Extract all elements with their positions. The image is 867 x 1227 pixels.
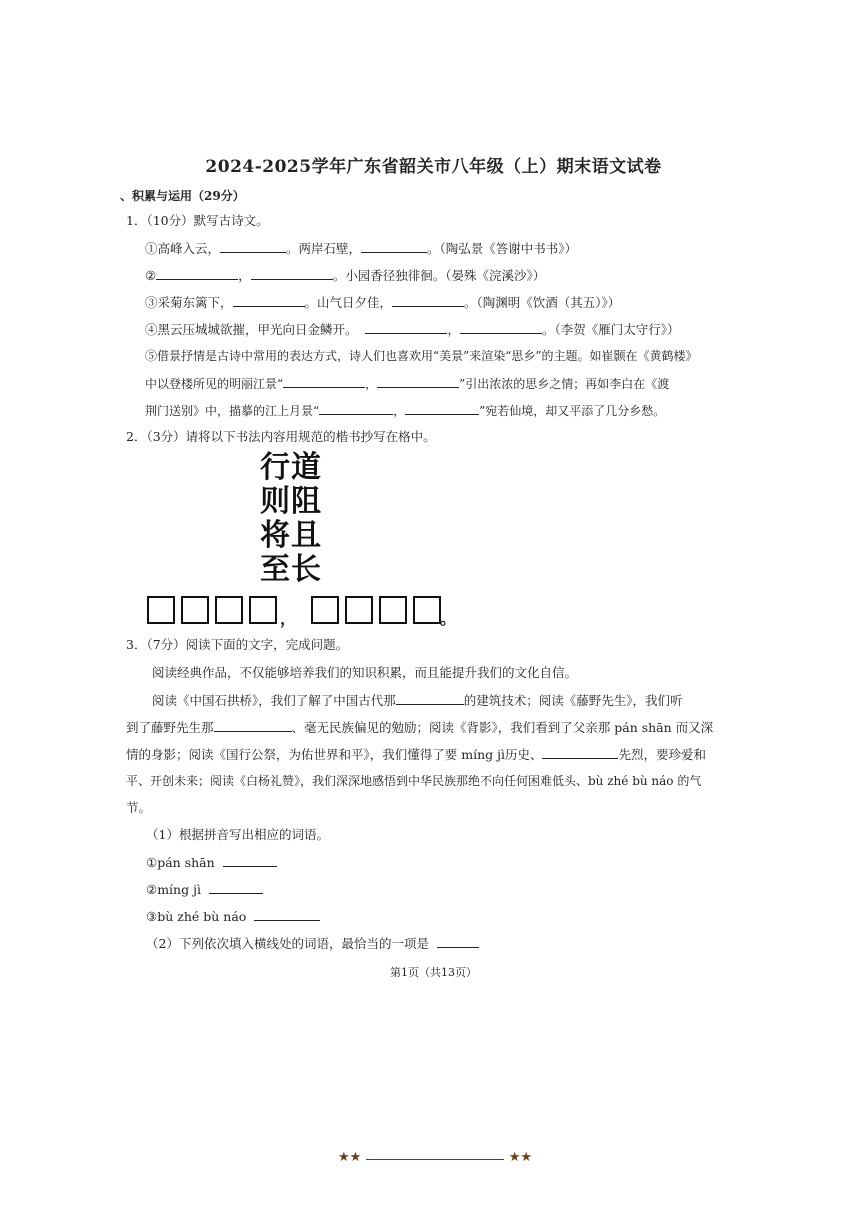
- writing-box[interactable]: [311, 596, 339, 624]
- question-1-line-5c: 荆门送别》中，描摹的江上月景“ ， ”宛若仙境，却又平添了几分乡愁。: [145, 404, 666, 418]
- pinyin-item-2: ②míng jì: [146, 881, 263, 898]
- question-1-line-2: ② ， 。小园香径独徘徊。（晏殊《浣溪沙》）: [145, 268, 546, 283]
- answer-blank[interactable]: [396, 692, 464, 705]
- question-1-line-5b: 中以登楼所见的明丽江景“ ， ”引出浓浓的思乡之情；再如李白在《渡: [145, 377, 670, 391]
- question-1-stem: 1．（10分）默写古诗文。: [126, 213, 269, 228]
- comma-mark: ，: [280, 609, 297, 628]
- writing-box[interactable]: [215, 596, 243, 624]
- page-title: 2024-2025学年广东省韶关市八年级（上）期末语文试卷: [205, 157, 662, 177]
- question-1-line-5a: ⑤借景抒情是古诗中常用的表达方式，诗人们也喜欢用“美景”来渲染“思乡”的主题。如崔颢在《黄鹤楼》: [145, 349, 698, 363]
- answer-blank[interactable]: [156, 267, 238, 280]
- question-1-line-1: ①高峰入云， 。两岸石壁， 。（陶弘景《答谢中书书》）: [145, 241, 578, 256]
- answer-blank[interactable]: [405, 402, 479, 415]
- answer-blank[interactable]: [377, 375, 459, 388]
- writing-box[interactable]: [379, 596, 407, 624]
- decorative-star-divider: [338, 1152, 532, 1168]
- question-3-stem: 3．（7分）阅读下面的文字，完成问题。: [126, 637, 349, 652]
- answer-blank[interactable]: [251, 267, 333, 280]
- section-heading: 、积累与运用（29分）: [120, 189, 245, 203]
- calligraphy-column-2: 道 阻 且 长: [291, 450, 321, 587]
- answer-blank[interactable]: [214, 719, 292, 732]
- calligraphy-column-1: 行 则 将 至: [260, 450, 290, 587]
- question-3-paragraph-1: 阅读经典作品，不仅能够培养我们的知识积累，而且能提升我们的文化自信。: [152, 665, 578, 680]
- pinyin-item-3: ③bù zhé bù náo: [146, 908, 320, 925]
- answer-blank[interactable]: [254, 908, 320, 921]
- question-3-paragraph-2-line-3: 情的身影；阅读《国行公祭，为佑世界和平》，我们懂得了要 míng jì历史、 先烈，要珍爱和: [126, 747, 706, 762]
- question-2-stem: 2．（3分）请将以下书法内容用规范的楷书抄写在格中。: [126, 429, 436, 444]
- answer-blank[interactable]: [233, 294, 305, 307]
- star-icon: ★★: [338, 1150, 362, 1165]
- question-3-paragraph-2-line-1: 阅读《中国石拱桥》，我们了解了中国古代那 的建筑技术；阅读《藤野先生》，我们听: [152, 693, 683, 708]
- period-mark: 。: [440, 609, 457, 628]
- answer-blank[interactable]: [392, 294, 464, 307]
- answer-blank[interactable]: [437, 935, 479, 948]
- answer-blank[interactable]: [209, 881, 263, 894]
- answer-blank[interactable]: [365, 321, 447, 334]
- answer-blank[interactable]: [220, 240, 286, 253]
- question-3-subquestion-1: （1）根据拼音写出相应的词语。: [146, 827, 329, 842]
- writing-box[interactable]: [413, 596, 441, 624]
- question-3-paragraph-2-line-2: 到了藤野先生那 、毫无民族偏见的勉励；阅读《背影》，我们看到了父亲那 pán shān 而又深: [126, 720, 714, 735]
- answer-blank[interactable]: [361, 240, 427, 253]
- writing-box[interactable]: [147, 596, 175, 624]
- question-3-subquestion-2: （2）下列依次填入横线处的词语，最恰当的一项是: [146, 935, 479, 952]
- writing-box[interactable]: [345, 596, 373, 624]
- writing-box[interactable]: [181, 596, 209, 624]
- divider-line: [366, 1159, 504, 1160]
- answer-blank[interactable]: [319, 402, 393, 415]
- answer-blank[interactable]: [283, 375, 365, 388]
- star-icon: ★★: [508, 1150, 532, 1165]
- question-1-line-4: ④黑云压城城欲摧，甲光向日金鳞开。 ， 。（李贺《雁门太守行》）: [145, 322, 680, 337]
- writing-box[interactable]: [249, 596, 277, 624]
- page-footer: 第1页（共13页）: [390, 966, 477, 979]
- answer-blank[interactable]: [460, 321, 542, 334]
- question-1-line-3: ③采菊东篱下， 。山气日夕佳， 。（陶渊明《饮酒（其五）》）: [145, 295, 621, 310]
- pinyin-item-1: ①pán shān: [146, 854, 277, 871]
- question-3-paragraph-2-line-4: 平、开创未来；阅读《白杨礼赞》，我们深深地感悟到中华民族那绝不向任何困难低头、bù zhé bù náo 的气: [126, 774, 702, 788]
- answer-blank[interactable]: [223, 854, 277, 867]
- answer-blank[interactable]: [542, 746, 618, 759]
- question-3-paragraph-2-line-5: 节。: [126, 800, 152, 815]
